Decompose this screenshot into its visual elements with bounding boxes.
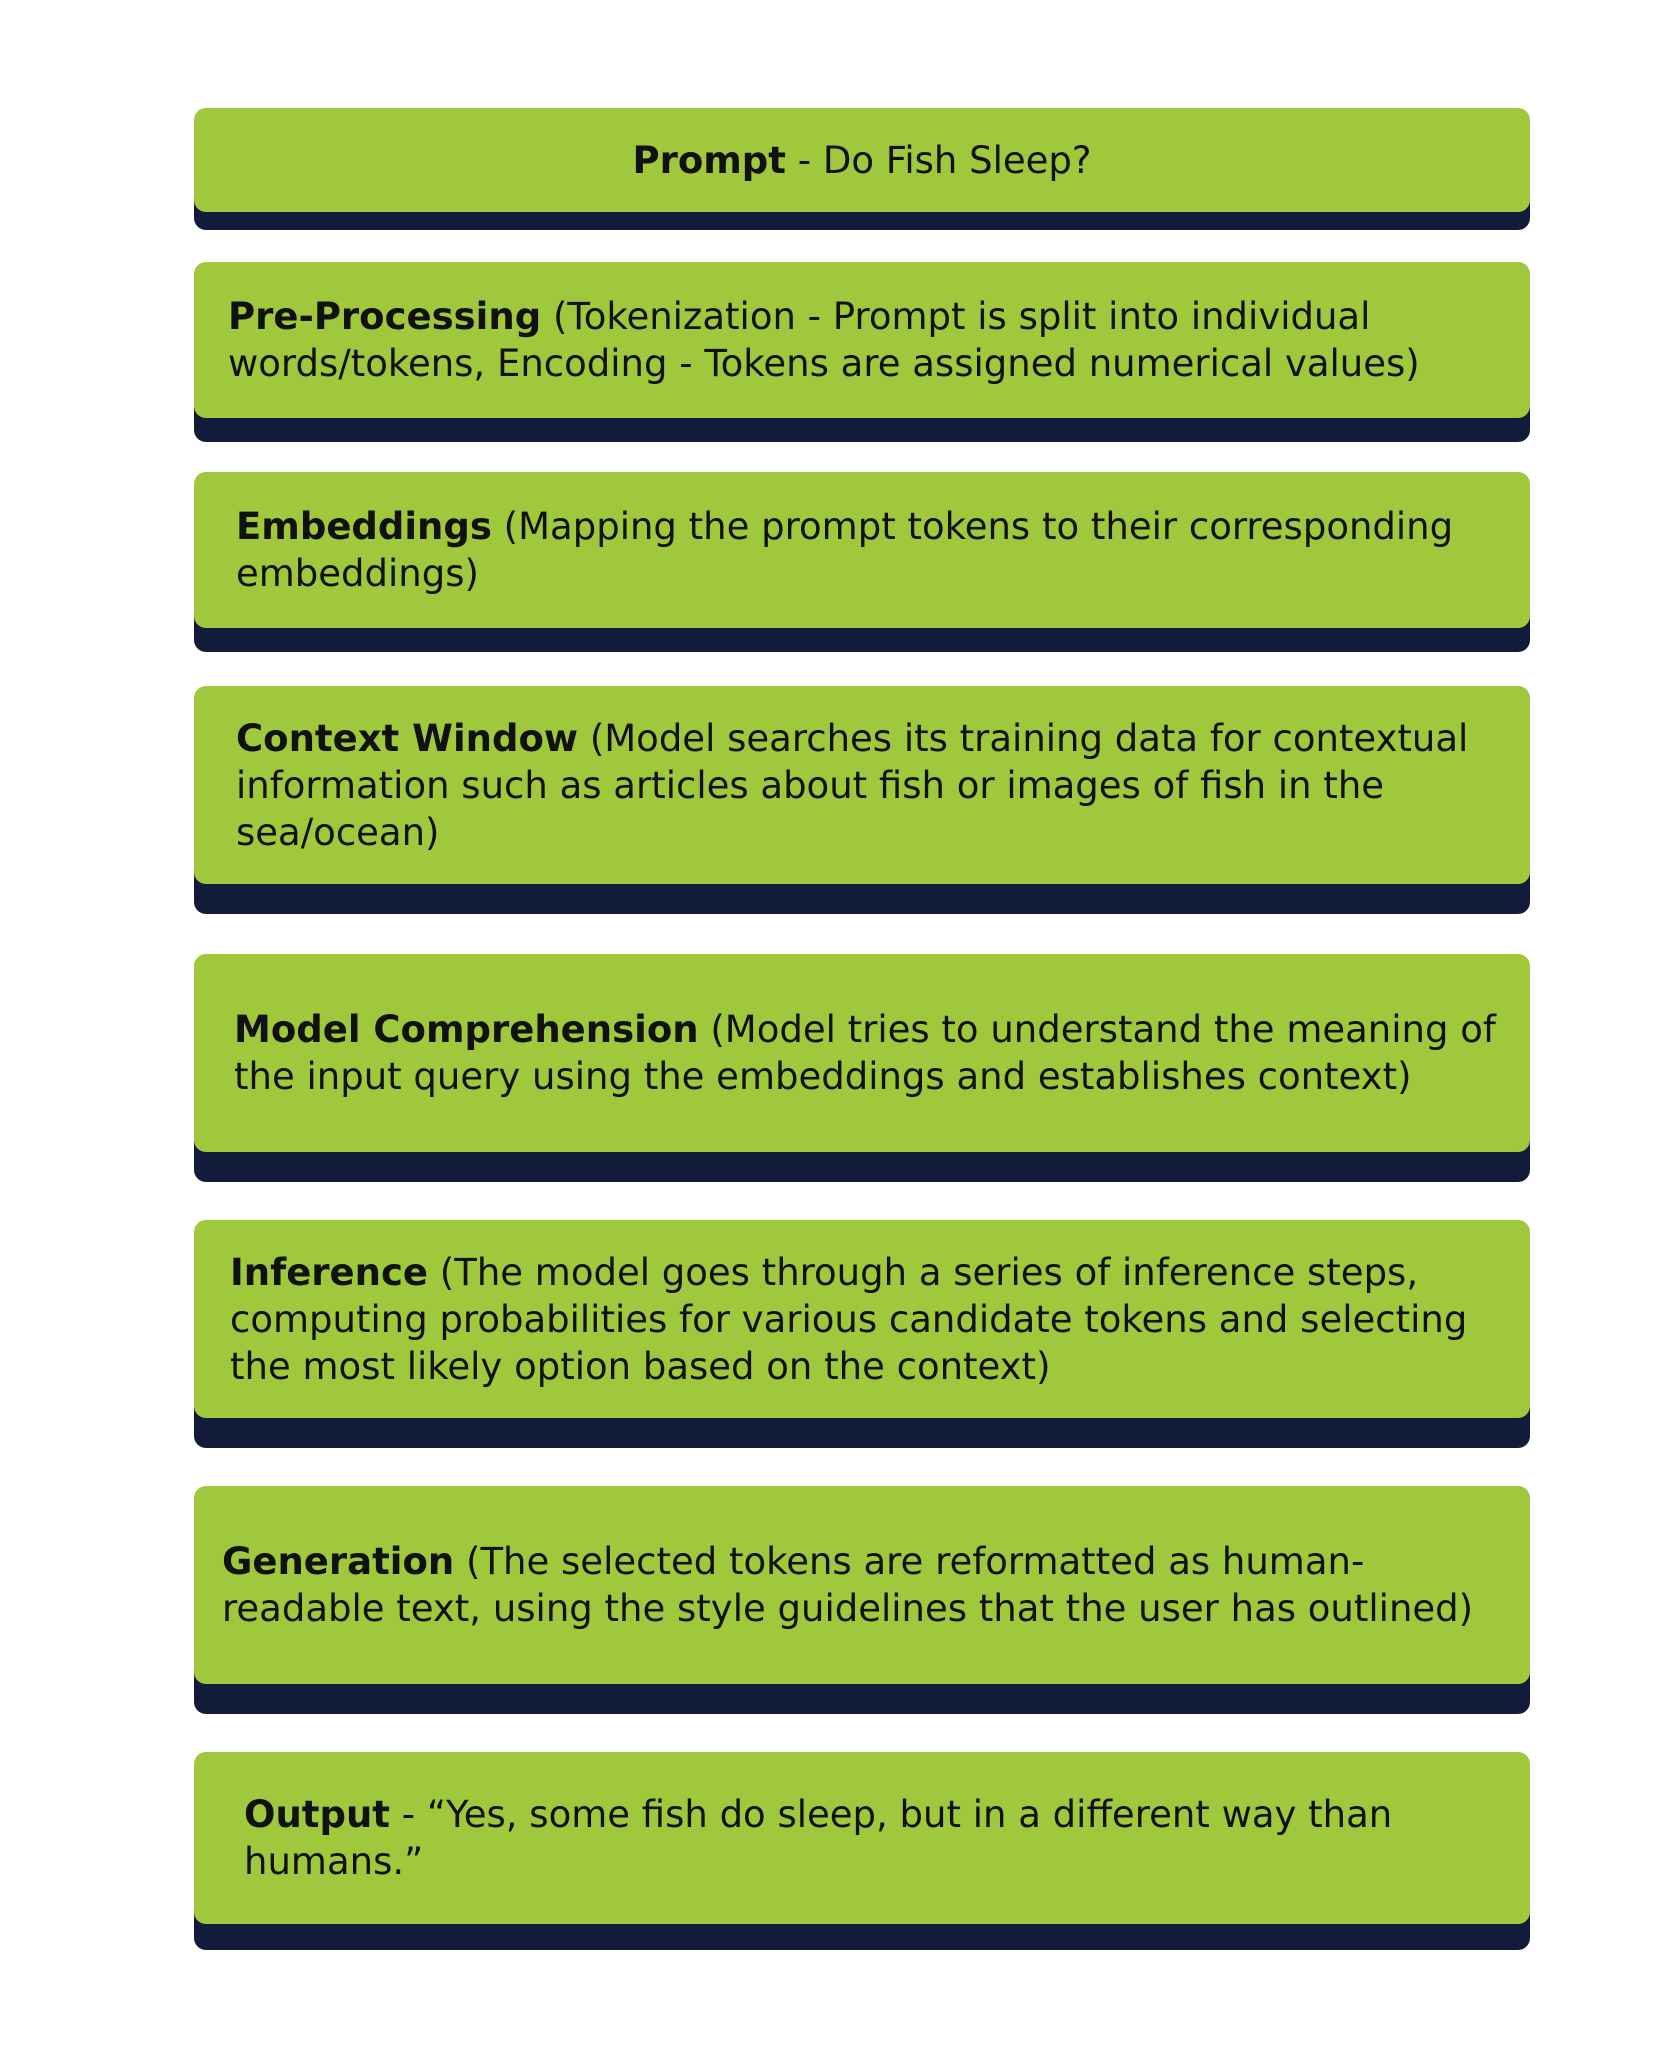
step-description: (Mapping the prompt tokens to their corresponding embeddings)	[236, 505, 1454, 595]
step-card-prompt	[194, 108, 1530, 230]
step-text	[236, 503, 1510, 597]
step-card-output	[194, 1752, 1530, 1950]
step-card-embeddings	[194, 472, 1530, 652]
step-text	[632, 137, 1091, 184]
card-face	[194, 1752, 1530, 1924]
step-title: Prompt	[632, 138, 786, 182]
card-face	[194, 1220, 1530, 1418]
step-card-model-comprehension	[194, 954, 1530, 1182]
step-title: Model Comprehension	[234, 1008, 699, 1051]
step-title: Output	[244, 1793, 390, 1836]
step-card-pre-processing	[194, 262, 1530, 442]
step-description: (The selected tokens are reformatted as human-readable text, using the style guidelines that the user has outlined)	[222, 1540, 1474, 1630]
step-description: (Model searches its training data for contextual information such as articles about fish or images of fish in the sea/ocean)	[236, 716, 1469, 854]
step-card-inference	[194, 1220, 1530, 1448]
step-text	[230, 1249, 1500, 1390]
step-text	[222, 1538, 1516, 1632]
step-description: (Tokenization - Prompt is split into individual words/tokens, Encoding - Tokens are assigned numerical values)	[228, 295, 1420, 385]
card-face	[194, 472, 1530, 628]
card-face	[194, 108, 1530, 212]
step-text	[236, 715, 1508, 856]
step-title: Generation	[222, 1540, 455, 1583]
card-face	[194, 686, 1530, 884]
step-description: - “Yes, some fish do sleep, but in a different way than humans.”	[244, 1793, 1393, 1883]
step-title: Context Window	[236, 716, 579, 760]
step-text	[244, 1791, 1440, 1885]
step-description: - Do Fish Sleep?	[785, 138, 1092, 182]
step-title: Pre-Processing	[228, 295, 542, 338]
card-face	[194, 954, 1530, 1152]
step-title: Inference	[230, 1250, 429, 1294]
step-text	[234, 1006, 1500, 1100]
card-face	[194, 1486, 1530, 1684]
card-face	[194, 262, 1530, 418]
step-title: Embeddings	[236, 505, 492, 548]
step-description: (The model goes through a series of inference steps, computing probabilities for various candidate tokens and selecting the most likely option based on the context)	[230, 1250, 1468, 1388]
step-description: (Model tries to understand the meaning of the input query using the embeddings and establishes context)	[234, 1008, 1496, 1098]
step-text	[228, 293, 1506, 387]
step-card-context-window	[194, 686, 1530, 914]
step-card-generation	[194, 1486, 1530, 1714]
